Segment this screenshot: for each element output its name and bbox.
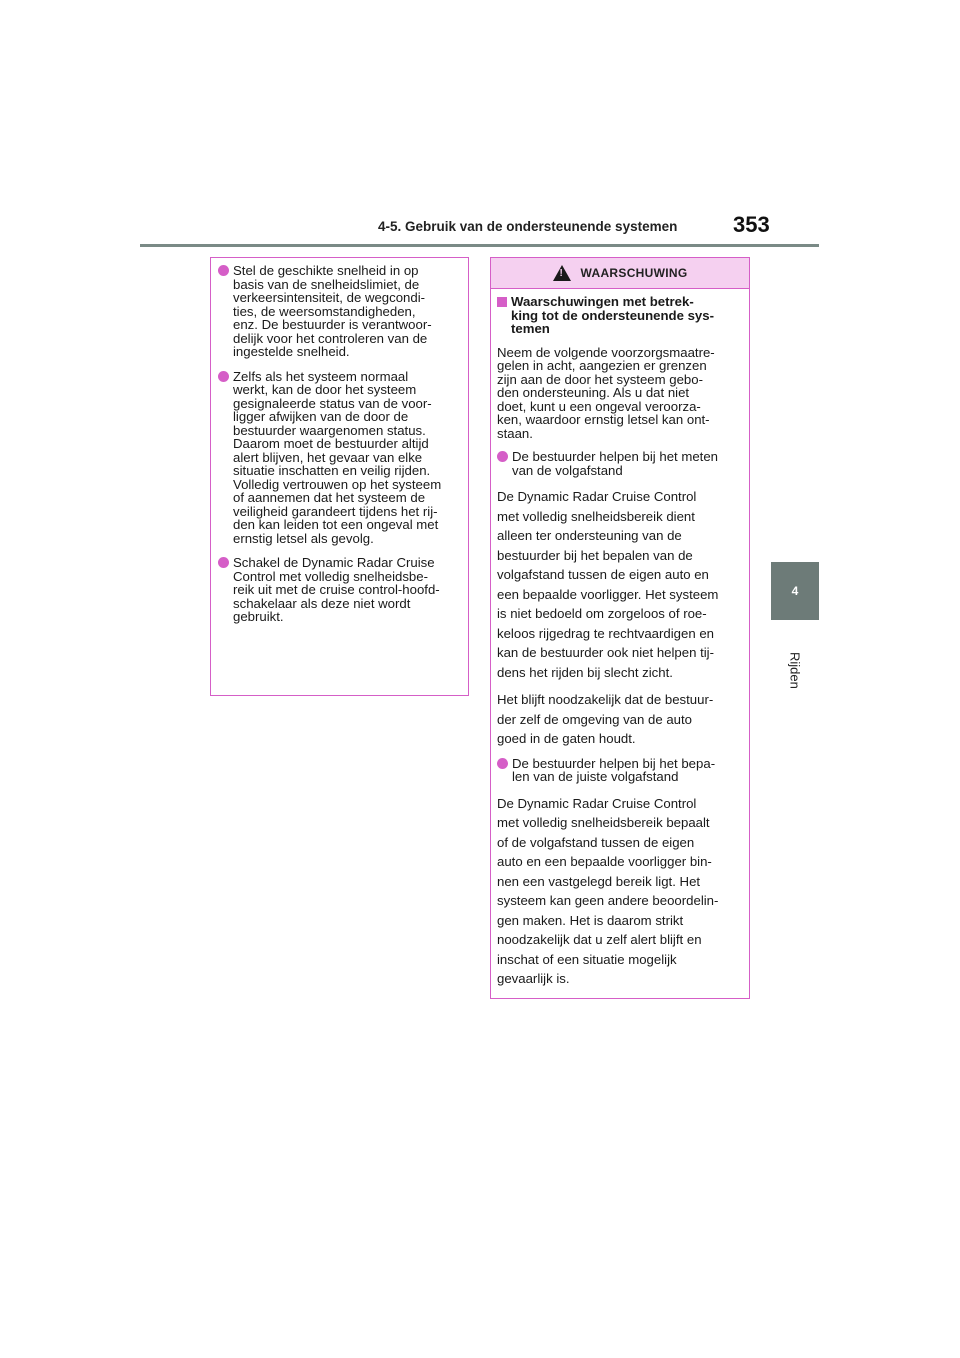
list-item: [218, 370, 458, 546]
section-title: 4-5. Gebruik van de ondersteunende systemen: [378, 219, 678, 234]
chapter-tab[interactable]: 4: [771, 562, 819, 620]
bullet-icon: [218, 371, 229, 382]
notice-box: [210, 257, 469, 696]
list-item: [497, 450, 743, 477]
list-item-text: Zelfs als het systeem normaal werkt, kan de door het systeem gesignaleerde status van de voor- ligger afwijken van de door de bestuurder waargenomen status. Daarom moet de bestuurder altijd alert blijven, het gevaar van elke situatie inschatten en veilig rijden. Volledig vertrouwen op het systeem of aannemen dat het systeem de veiligheid garandeert tijdens het rij- den kan leiden tot een ongeval met ernstig letsel als gevolg.: [233, 368, 442, 546]
bullet-icon: [218, 557, 229, 568]
bullet-icon: [497, 451, 508, 462]
list-item-text: Stel de geschikte snelheid in op basis van de snelheidslimiet, de verkeersintensiteit, de wegcondi- ties, de weersomstandigheden, enz. De bestuurder is verantwoor- delijk voor het controleren van de ingestelde snelheid.: [233, 263, 432, 359]
square-bullet-icon: [497, 297, 507, 307]
list-item: [218, 264, 458, 359]
page-number: 353: [733, 212, 770, 237]
paragraph: Het blijft noodzakelijk dat de bestuur- der zelf de omgeving van de auto goed in de gaten houdt.: [497, 692, 714, 746]
paragraph: De Dynamic Radar Cruise Control met volledig snelheidsbereik bepaalt of de volgafstand tussen de eigen auto en een bepaalde voorligger bin- nen een vastgelegd bereik ligt. Het systeem kan geen andere beoordelin- gen maken. Het is daarom strikt noodzakelijk dat u zelf alert blijft en inschat of een situatie mogelijk gevaarlijk is.: [497, 795, 719, 986]
bullet-icon: [497, 758, 508, 769]
list-item-text: De bestuurder helpen bij het bepa- len van de juiste volgafstand: [512, 755, 716, 784]
list-item-text: Schakel de Dynamic Radar Cruise Control met volledig snelheidsbe- reik uit met de cruise control-hoofd- schakelaar als deze niet wordt gebruikt.: [233, 555, 440, 624]
header-divider: [140, 244, 819, 247]
bullet-icon: [218, 265, 229, 276]
paragraph: De Dynamic Radar Cruise Control met volledig snelheidsbereik dient alleen ter ondersteuning van de bestuurder bij het bepalen van de volgafstand tussen de eigen auto en een bepaalde voorligger. Het systeem is niet bedoeld om zorgeloos of roe- keloos rijgedrag te rechtvaardigen en kan de bestuurder ook niet helpen tij- dens het rijden bij slecht zicht.: [497, 489, 719, 680]
warning-box: [490, 257, 750, 999]
warning-heading-text: Waarschuwingen met betrek- king tot de ondersteunende sys- temen: [511, 294, 714, 336]
chapter-label: Rijden: [787, 652, 803, 689]
warning-triangle-icon: !: [553, 265, 571, 281]
list-item: [497, 757, 743, 784]
warning-intro: Neem de volgende voorzorgsmaatre- gelen in acht, aangezien er grenzen zijn aan de door het systeem gebo- den ondersteuning. Als u dat niet doet, kunt u een ongeval veroorza- ken, waardoor ernstig letsel kan ont- staan.: [497, 344, 715, 441]
warning-heading: [497, 295, 743, 336]
warning-title: WAARSCHUWING: [580, 266, 688, 280]
list-item-text: De bestuurder helpen bij het meten van de volgafstand: [512, 449, 719, 478]
list-item: [218, 556, 458, 624]
warning-header: [491, 258, 749, 289]
